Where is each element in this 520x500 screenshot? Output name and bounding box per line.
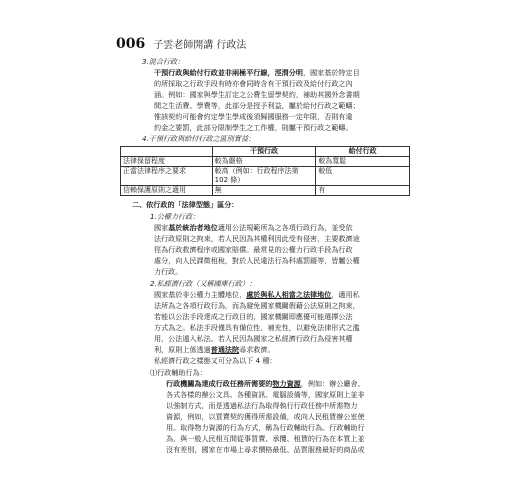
table-cell: 較高（例如：行政程序法第 102 條） <box>212 167 316 186</box>
table-header-cell: 干預行政 <box>212 147 316 157</box>
paragraph-private-economic: 國家基於非公權力主體地位，處於與私人相當之法律地位，適用私 法所為之各項行政行為，而為避免國家機關假藉公法原則之拘束， 若能以公法手段達成之行政目的，國家機關即應優可能選擇公法 方式為之。私法手段僅具有備位性、補充性，以避免法律形式之濫 用，公法遁入私法。若人民因為國家之私經濟行政行為侵害其權 利，原則上係透過普通法院尋求救濟。 私經濟行政之樣態又可分為以下 4 種： <box>154 290 360 365</box>
running-title: 子雲老師開講 行政法 <box>153 40 247 51</box>
heading-private-economic-administration: 2.私經濟行政（又稱國庫行政）： <box>150 279 257 288</box>
heading-mixed-administration: 3.混合行政： <box>142 57 185 66</box>
emphasis-text: 普通法院 <box>210 345 240 354</box>
table-cell: 正當法律程序之要求 <box>121 167 213 186</box>
table-header-cell: 給付行政 <box>316 147 410 157</box>
body-text <box>120 56 414 455</box>
table-header-cell <box>121 147 213 157</box>
table-cell: 無 <box>212 186 316 196</box>
table-cell: 法律保留程度 <box>121 157 213 167</box>
table-row <box>121 186 410 196</box>
table-cell: 較為嚴格 <box>212 157 316 167</box>
paragraph-mixed-administration: 干預行政與給付行政並非兩極平行線，涇渭分明，國家基於特定目 的所採取之行政手段有時亦會同時含有干預行政及給付行政之內 涵。例如：國家與學生訂定之公費生留學契約，補助其國外念書期 間之生活費、學費等，此部分是授予利益，屬於給付行政之範疇； 惟該契約可能會約定學生學成後須歸國服務一定年限，否則有違 約金之要罰，此部分限制學生之工作權，則屬干預行政之範疇。 <box>154 68 360 132</box>
table-row <box>121 167 410 186</box>
emphasis-text: 物力資源 <box>272 379 301 388</box>
section-heading-legal-form: 二、依行政的「法律型態」區分： <box>132 200 239 209</box>
heading-distinction-benefits: 4.干預行政與給付行政之區別實益： <box>142 134 256 143</box>
paragraph-administrative-auxiliary-act: 行政機關為達成行政任務所需要的物力資源，例如：辦公廳舍、 各式各樣的辦公文具、各種資訊、電腦設備等，國家原則上並非 以強制方式，而是透過私法行為取得執行行政任務中所需物力 資源，例如，以買賣契約獲得所需設備，或向人民租賃辦公室使 用。取得物力資源的行為方式，稱為行政輔助行為。行政輔助行 為，與一般人民相互間從事買賣、承攬、租賃的行為在本質上並 沒有差別，國家在市場上尋求價格最低、品質服務最好的商品或 <box>166 379 365 454</box>
table-header-row <box>121 147 410 157</box>
table-cell: 有 <box>316 186 410 196</box>
page-number: 006 <box>116 36 146 52</box>
page-header <box>116 36 246 52</box>
heading-public-authority-administration: 1.公權力行政： <box>150 212 200 221</box>
emphasis-text: 行政機關為達成行政任務所需要的 <box>166 379 273 388</box>
heading-administrative-auxiliary-act: ⑴行政輔助行為： <box>150 368 207 377</box>
emphasis-text: 干預行政與給付行政並非兩極平行線，涇渭分明 <box>154 68 303 77</box>
table-cell: 信賴保護原則之適用 <box>121 186 213 196</box>
comparison-table <box>120 146 410 196</box>
emphasis-text: 處於與私人相當之法律地位 <box>246 290 332 299</box>
table-cell: 較低 <box>316 167 410 186</box>
paragraph-public-authority: 國家基於統治者地位適用公法規範所為之各項行政行為，並受依 法行政原則之拘束，若人民因為其權利因此受有侵害，主要救濟途 徑為行政救濟程序或國家賠償。最常見的公權力行政手段為行政 處分，向人民課徵租稅，對於人民違法行為科處罰鍰等，皆屬公權 力行政。 <box>154 223 360 276</box>
emphasis-text: 基於統治者地位 <box>168 223 218 232</box>
table-cell: 較為寬鬆 <box>316 157 410 167</box>
table-row <box>121 157 410 167</box>
